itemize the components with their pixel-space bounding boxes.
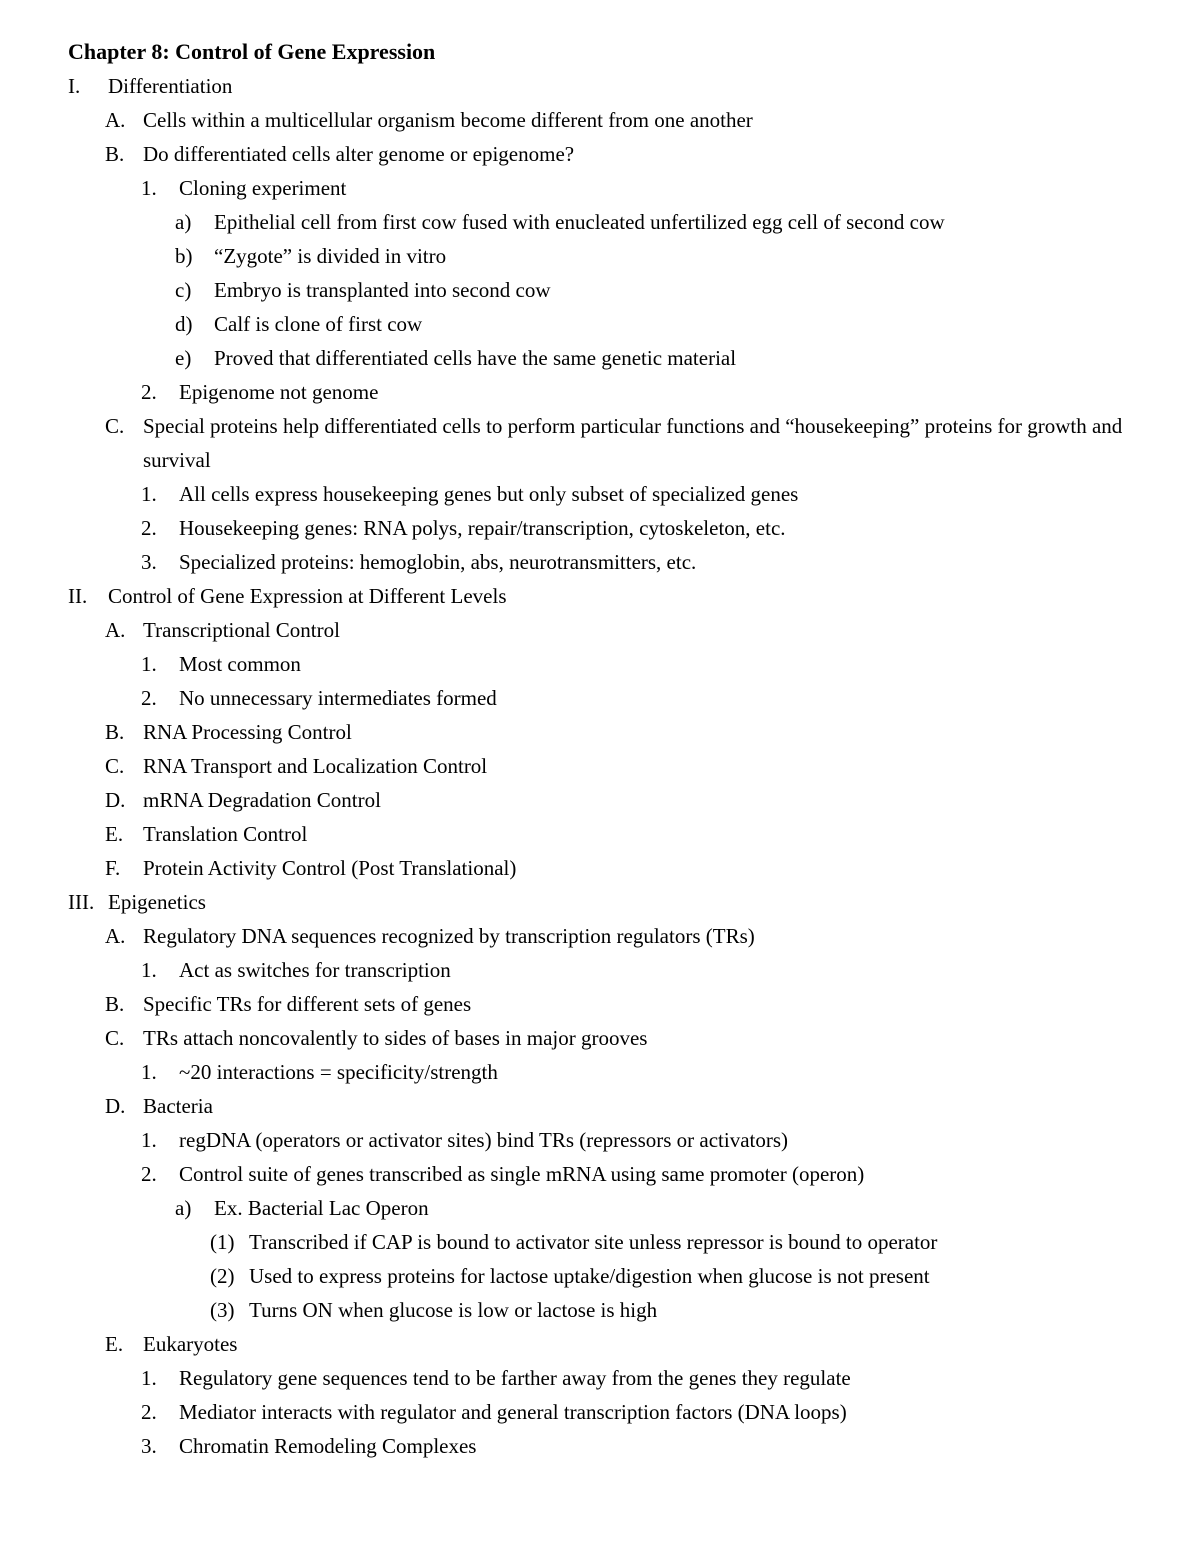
outline-text: Protein Activity Control (Post Translational) (143, 856, 517, 880)
outline-marker: B. (105, 720, 125, 744)
outline-text: Ex. Bacterial Lac Operon (214, 1196, 429, 1220)
outline-item-level-2 (0, 1327, 1200, 1361)
outline-item-level-2 (0, 783, 1200, 817)
outline-item-level-3 (0, 1361, 1200, 1395)
outline-item-level-3 (0, 545, 1200, 579)
outline-item-level-4 (0, 341, 1200, 375)
outline-marker: E. (105, 1332, 124, 1356)
outline-marker: 2. (141, 380, 157, 404)
outline-text: Transcriptional Control (143, 618, 340, 642)
outline-marker: A. (105, 924, 126, 948)
outline-text: TRs attach noncovalently to sides of bases in major grooves (143, 1026, 648, 1050)
outline-text: Cells within a multicellular organism become different from one another (143, 108, 753, 132)
outline-marker: 1. (141, 176, 157, 200)
outline-text: Calf is clone of first cow (214, 312, 423, 336)
outline-item-level-3 (0, 1395, 1200, 1429)
outline-text: Housekeeping genes: RNA polys, repair/transcription, cytoskeleton, etc. (179, 516, 786, 540)
outline-item-level-3 (0, 171, 1200, 205)
outline-text: mRNA Degradation Control (143, 788, 381, 812)
outline-item-level-4 (0, 239, 1200, 273)
outline-marker: C. (105, 754, 125, 778)
outline-text: Differentiation (108, 74, 233, 98)
outline-text: Bacteria (143, 1094, 213, 1118)
outline-item-level-4 (0, 307, 1200, 341)
outline-marker: A. (105, 108, 126, 132)
outline-item-level-2 (0, 851, 1200, 885)
outline-marker: b) (175, 244, 193, 268)
outline-text: Epigenetics (108, 890, 206, 914)
outline-marker: 1. (141, 958, 157, 982)
outline-text: Proved that differentiated cells have the same genetic material (214, 346, 737, 370)
outline-marker: B. (105, 992, 125, 1016)
outline-text: “Zygote” is divided in vitro (214, 244, 447, 268)
outline-text: Epithelial cell from first cow fused with enucleated unfertilized egg cell of second cow (214, 210, 945, 234)
outline-item-level-2 (0, 1021, 1200, 1055)
outline-text: Translation Control (143, 822, 308, 846)
outline-marker: 1. (141, 1128, 157, 1152)
outline-text: Eukaryotes (143, 1332, 238, 1356)
outline-text: No unnecessary intermediates formed (179, 686, 497, 710)
outline-text: Act as switches for transcription (179, 958, 451, 982)
outline-item-level-3 (0, 1055, 1200, 1089)
outline-item-level-3 (0, 1429, 1200, 1463)
outline-marker: C. (105, 414, 125, 438)
outline-item-level-2 (0, 749, 1200, 783)
outline-marker: (1) (210, 1230, 235, 1254)
outline-marker: I. (68, 74, 81, 98)
outline-text: Regulatory gene sequences tend to be farther away from the genes they regulate (179, 1366, 851, 1390)
outline-item-level-2 (0, 919, 1200, 953)
outline-item-level-3 (0, 1157, 1200, 1191)
outline-text: Regulatory DNA sequences recognized by transcription regulators (TRs) (143, 924, 755, 948)
outline-item-level-2 (0, 1089, 1200, 1123)
outline-marker: B. (105, 142, 125, 166)
outline-text: Epigenome not genome (179, 380, 379, 404)
outline-item-level-1 (0, 579, 1200, 613)
outline-text: regDNA (operators or activator sites) bind TRs (repressors or activators) (179, 1128, 789, 1152)
outline-marker: (2) (210, 1264, 235, 1288)
outline-item-level-2 (0, 715, 1200, 749)
outline-item-level-2 (0, 817, 1200, 851)
outline-text: Specific TRs for different sets of genes (143, 992, 472, 1016)
outline-marker: II. (68, 584, 88, 608)
outline-marker: e) (175, 346, 192, 370)
outline-marker: A. (105, 618, 126, 642)
outline-item-level-3 (0, 647, 1200, 681)
outline-marker: 1. (141, 1060, 157, 1084)
outline-marker: D. (105, 788, 126, 812)
outline-list (0, 69, 1200, 1463)
outline-marker: III. (68, 890, 95, 914)
outline-text: Embryo is transplanted into second cow (214, 278, 551, 302)
outline-text: RNA Transport and Localization Control (143, 754, 488, 778)
outline-marker: 3. (141, 1434, 157, 1458)
outline-item-level-5 (0, 1259, 1200, 1293)
outline-item-level-5 (0, 1225, 1200, 1259)
outline-marker: 2. (141, 516, 157, 540)
outline-marker: 2. (141, 1400, 157, 1424)
outline-text: All cells express housekeeping genes but only subset of specialized genes (179, 482, 799, 506)
outline-item-level-4 (0, 1191, 1200, 1225)
outline-item-level-2 (0, 987, 1200, 1021)
outline-marker: 3. (141, 550, 157, 574)
outline-text: Specialized proteins: hemoglobin, abs, neurotransmitters, etc. (179, 550, 697, 574)
outline-marker: 2. (141, 1162, 157, 1186)
document-title: Chapter 8: Control of Gene Expression (68, 39, 436, 64)
outline-item-level-3 (0, 375, 1200, 409)
outline-text: Control suite of genes transcribed as single mRNA using same promoter (operon) (179, 1162, 865, 1186)
outline-text: Most common (179, 652, 301, 676)
outline-item-level-5 (0, 1293, 1200, 1327)
outline-marker: E. (105, 822, 124, 846)
outline-item-level-3 (0, 511, 1200, 545)
outline-item-level-2 (0, 103, 1200, 137)
outline-text: Chromatin Remodeling Complexes (179, 1434, 477, 1458)
outline-marker: (3) (210, 1298, 235, 1322)
outline-item-level-3 (0, 1123, 1200, 1157)
outline-item-level-3 (0, 681, 1200, 715)
outline-text: Mediator interacts with regulator and general transcription factors (DNA loops) (179, 1400, 847, 1424)
outline-text: Do differentiated cells alter genome or epigenome? (143, 142, 575, 166)
outline-marker: 1. (141, 1366, 157, 1390)
outline-item-level-3 (0, 953, 1200, 987)
outline-marker: 1. (141, 482, 157, 506)
outline-text: Control of Gene Expression at Different Levels (108, 584, 507, 608)
outline-text: RNA Processing Control (143, 720, 352, 744)
outline-item-level-2 (0, 137, 1200, 171)
outline-text: ~20 interactions = specificity/strength (179, 1060, 498, 1084)
outline-item-level-3 (0, 477, 1200, 511)
outline-marker: 2. (141, 686, 157, 710)
outline-text: Transcribed if CAP is bound to activator site unless repressor is bound to operator (249, 1230, 938, 1254)
outline-item-level-4 (0, 205, 1200, 239)
outline-item-level-1 (0, 885, 1200, 919)
outline-text: Special proteins help differentiated cells to perform particular functions and “housekeeping” proteins for growth and survival (143, 414, 1123, 472)
outline-marker: d) (175, 312, 193, 336)
outline-marker: F. (105, 856, 121, 880)
outline-marker: a) (175, 210, 192, 234)
outline-item-level-2 (0, 409, 1200, 477)
outline-item-level-2 (0, 613, 1200, 647)
outline-marker: C. (105, 1026, 125, 1050)
outline-text: Cloning experiment (179, 176, 347, 200)
outline-item-level-1 (0, 69, 1200, 103)
outline-text: Used to express proteins for lactose uptake/digestion when glucose is not present (249, 1264, 930, 1288)
outline-marker: c) (175, 278, 192, 302)
outline-marker: D. (105, 1094, 126, 1118)
outline-item-level-4 (0, 273, 1200, 307)
outline-text: Turns ON when glucose is low or lactose is high (249, 1298, 658, 1322)
outline-marker: 1. (141, 652, 157, 676)
outline-marker: a) (175, 1196, 192, 1220)
